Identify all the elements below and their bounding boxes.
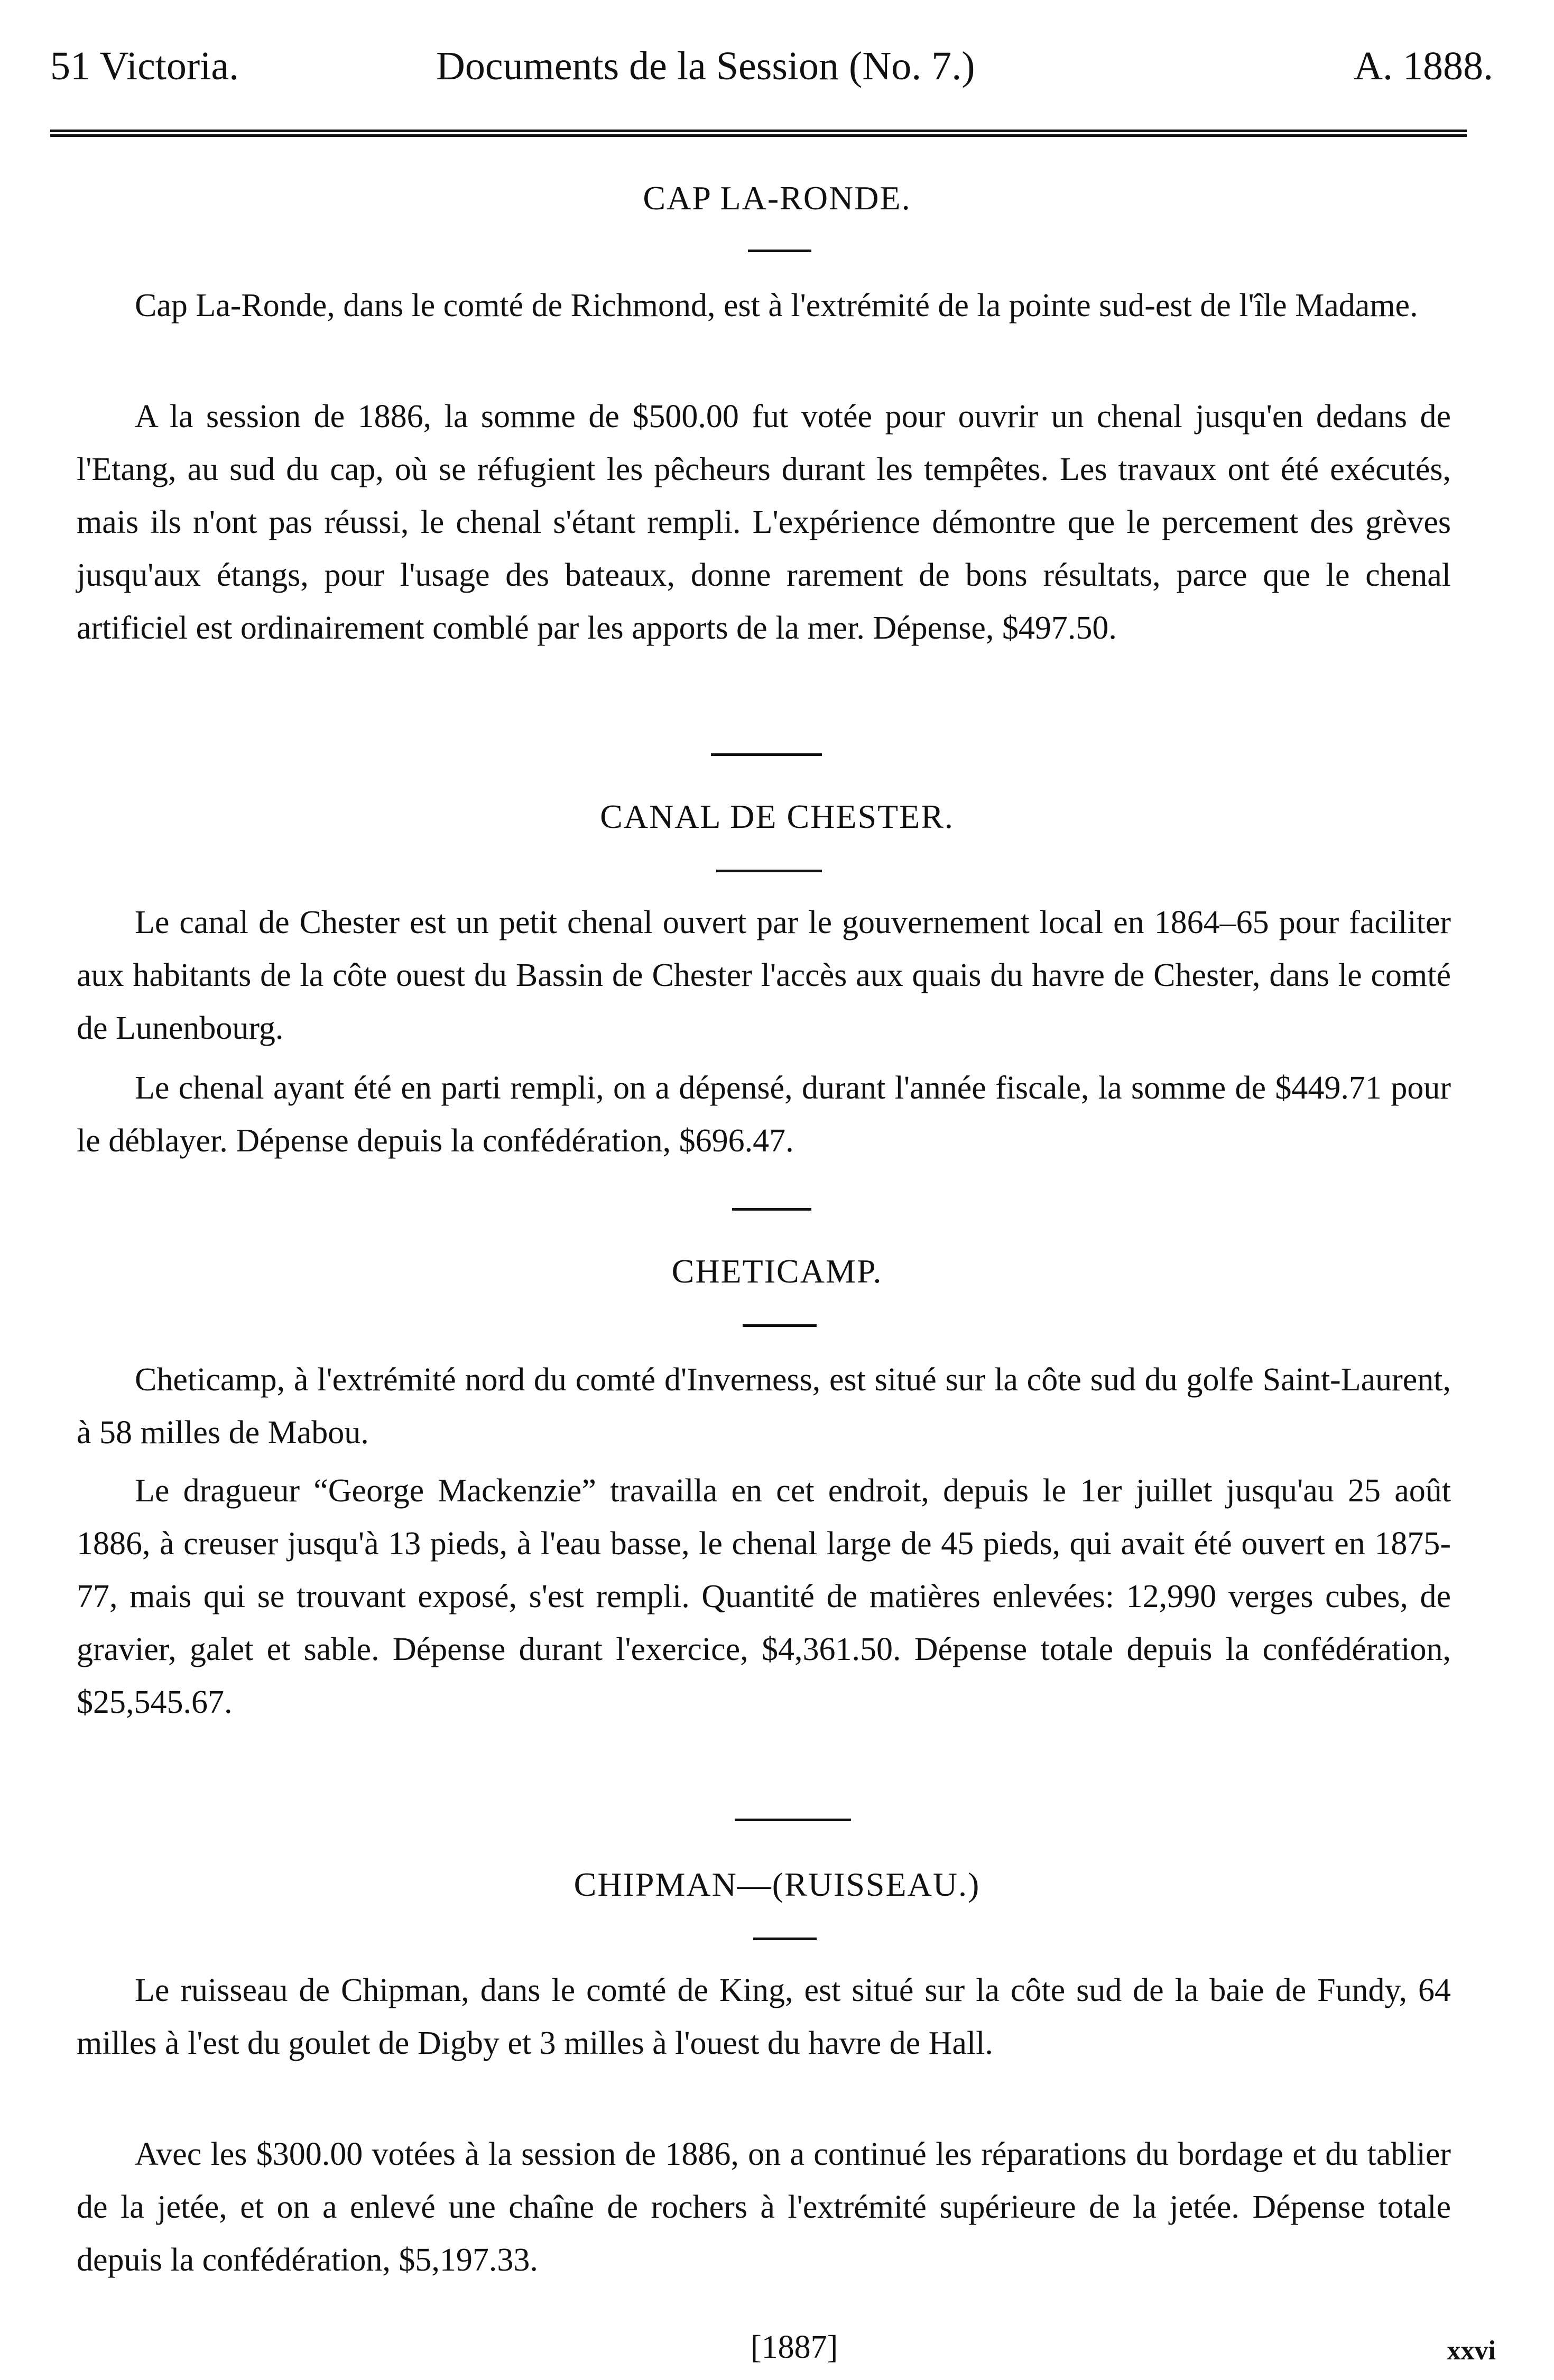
- header-title: Documents de la Session (No. 7.): [436, 44, 975, 88]
- section-separator-rule: [735, 1819, 851, 1821]
- paragraph: Le dragueur “George Mackenzie” travailla en cet endroit, depuis le 1er juillet jusqu'au 25 août 1886, à creuser jusqu'à 13 pieds, à l'eau basse, le chenal large de 45 pieds, qui avait été ouvert en 1875-77, mais qui se trouvant exposé, s'est rempli. Quantité de matières enlevées: 12,990 verges cubes, de gravier, galet et sable. Dépense durant l'exercice, $4,361.50. Dépense totale depuis la confédération, $25,545.67.: [77, 1473, 1451, 1720]
- section-rule: [716, 870, 822, 872]
- section-title-chipman: CHIPMAN—(RUISSEAU.): [574, 1866, 980, 1903]
- header-volume: 51 Victoria.: [50, 44, 239, 88]
- paragraph: Avec les $300.00 votées à la session de 1886, on a continué les réparations du bordage et du tablier de la jetée, et on a enlevé une chaîne de rochers à l'extrémité supérieure de la jetée. Dépense totale depuis la confédération, $5,197.33.: [77, 2136, 1451, 2278]
- header-year: A. 1888.: [1354, 44, 1493, 88]
- paragraph: Le ruisseau de Chipman, dans le comté de King, est situé sur la côte sud de la baie de Fundy, 64 milles à l'est du goulet de Digby et 3 milles à l'ouest du havre de Hall.: [77, 1972, 1451, 2061]
- paragraph: Cap La-Ronde, dans le comté de Richmond, est à l'extrémité de la pointe sud-est de l'île Madame.: [135, 288, 1418, 324]
- paragraph: A la session de 1886, la somme de $500.00 fut votée pour ouvrir un chenal jusqu'en dedans de l'Etang, au sud du cap, où se réfugient les pêcheurs durant les tempêtes. Les travaux ont été exécutés, mais ils n'ont pas réussi, le chenal s'étant rempli. L'expérience démontre que le percement des grèves jusqu'aux étangs, pour l'usage des bateaux, donne rarement de bons résultats, parce que le chenal artificiel est ordinairement comblé par les apports de la mer. Dépense, $497.50.: [77, 399, 1451, 646]
- header-double-rule: [50, 130, 1467, 137]
- signature-mark: [1887]: [751, 2329, 838, 2365]
- section-title-cap-la-ronde: CAP LA-RONDE.: [643, 179, 911, 217]
- paragraph: Le canal de Chester est un petit chenal ouvert par le gouvernement local en 1864–65 pour faciliter aux habitants de la côte ouest du Bassin de Chester l'accès aux quais du havre de Chester, dans le comté de Lunenbourg.: [77, 905, 1451, 1046]
- running-head: [50, 37, 1493, 95]
- page-number: xxvi: [1447, 2336, 1496, 2366]
- section-rule: [748, 250, 811, 252]
- section-title-canal-de-chester: CANAL DE CHESTER.: [600, 798, 954, 835]
- paragraph: Cheticamp, à l'extrémité nord du comté d'Inverness, est situé sur la côte sud du golfe Saint-Laurent, à 58 milles de Mabou.: [77, 1362, 1451, 1451]
- section-rule: [743, 1324, 817, 1327]
- section-title-cheticamp: CHETICAMP.: [671, 1252, 883, 1290]
- section-separator-rule: [711, 753, 822, 756]
- section-rule: [753, 1938, 817, 1940]
- paragraph: Le chenal ayant été en parti rempli, on a dépensé, durant l'année fiscale, la somme de $449.71 pour le déblayer. Dépense depuis la confédération, $696.47.: [77, 1070, 1451, 1159]
- section-separator-rule: [732, 1208, 811, 1211]
